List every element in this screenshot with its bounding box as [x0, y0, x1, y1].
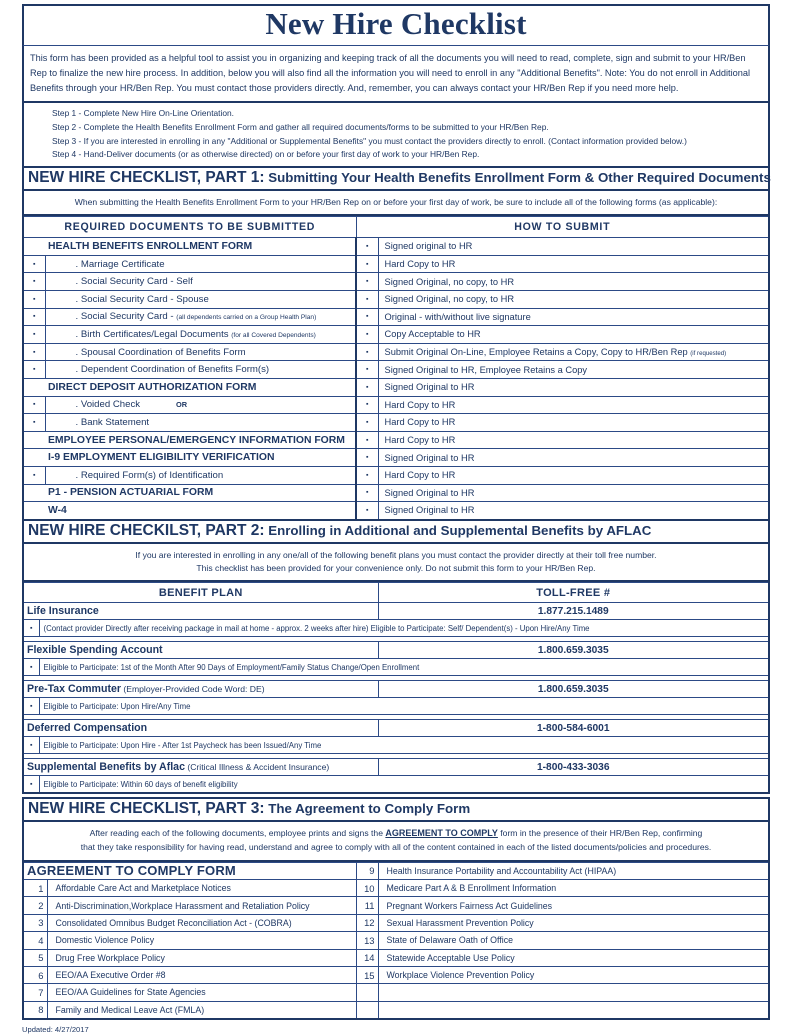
agreement-to-comply-emphasis: AGREEMENT TO COMPLY [385, 828, 498, 839]
row-bullet-icon: ▪ [23, 620, 39, 637]
part3-banner-sub: The Agreement to Comply Form [264, 801, 471, 817]
part2-eligibility-row [23, 776, 769, 794]
part1-how-to-submit: Hard Copy to HR [378, 466, 769, 484]
steps-box [22, 103, 770, 167]
step-line: Step 2 - Complete the Health Benefits Enrollment Form and gather all required documents/forms to be submitted to your HR/Ben Rep. [52, 122, 549, 133]
part2-banner-sub: Enrolling in Additional and Supplemental Benefits by AFLAC [264, 522, 652, 538]
part2-note-line1: If you are interested in enrolling in any one/all of the following benefit plans you must contact the provider directly at their toll free number. [135, 549, 657, 560]
part1-document-label: HEALTH BENEFITS ENROLLMENT FORM [45, 238, 356, 256]
part2-banner-lead: NEW HIRE CHECKILST, PART 2: [28, 521, 265, 539]
part1-how-to-submit: Signed Original to HR [378, 502, 769, 520]
part3-item-number: 14 [356, 949, 378, 966]
row-bullet-icon: ▪ [356, 466, 378, 484]
part2-eligibility-text: Eligible to Participate: 1st of the Month After 90 Days of Employment/Family Status Change/Open Enrollment [39, 659, 769, 676]
part1-how-to-submit: Signed Original to HR [378, 378, 769, 396]
part1-how-to-submit: Signed Original to HR [378, 449, 769, 467]
row-bullet-icon: ▪ [23, 737, 39, 754]
part1-how-to-submit: Submit Original On-Line, Employee Retains a Copy, Copy to HR/Ben Rep (if requested) [378, 343, 769, 361]
row-bullet-empty [23, 431, 45, 449]
part3-item-number: 15 [356, 966, 378, 983]
part1-note-box [22, 191, 770, 216]
part2-eligibility-row [23, 659, 769, 676]
part2-eligibility-row [23, 620, 769, 637]
row-bullet-icon: ▪ [356, 414, 378, 432]
part1-document-label-note: (all dependents carried on a Group Health Plan) [176, 314, 317, 322]
part3-table [22, 862, 770, 1021]
part1-document-label: . Required Form(s) of Identification [45, 466, 356, 484]
row-bullet-icon: ▪ [23, 326, 45, 344]
part3-item-number [356, 1001, 378, 1019]
part2-plan-name: Flexible Spending Account [23, 642, 378, 659]
part1-how-to-submit: Signed Original, no copy, to HR [378, 273, 769, 291]
part1-document-label: . Social Security Card - (all dependents carried on a Group Health Plan) [45, 308, 356, 326]
row-bullet-icon: ▪ [356, 502, 378, 520]
part2-eligibility-row [23, 737, 769, 754]
title-banner [22, 4, 770, 46]
part1-header-row [23, 217, 769, 238]
part3-item-number: 12 [356, 914, 378, 931]
or-separator: OR [176, 400, 188, 410]
part1-how-to-submit: Original - with/without live signature [378, 308, 769, 326]
part3-banner-lead: NEW HIRE CHECKLIST, PART 3: [28, 800, 265, 818]
part2-col-toll-free: TOLL-FREE # [378, 583, 769, 603]
part3-item-number: 2 [23, 897, 47, 914]
part1-document-label-note: (for all Covered Dependents) [231, 331, 316, 339]
part2-plan-row [23, 603, 769, 620]
part1-document-label: . Social Security Card - Spouse [45, 290, 356, 308]
row-bullet-empty [23, 502, 45, 520]
part3-item-label: Statewide Acceptable Use Policy [378, 949, 769, 966]
part3-item-label: Affordable Care Act and Marketplace Notices [47, 879, 356, 896]
row-bullet-icon: ▪ [356, 273, 378, 291]
part1-document-label: . Bank Statement [45, 414, 356, 432]
part1-row [23, 502, 769, 520]
part3-item-number: 7 [23, 984, 47, 1001]
part3-item-label: Family and Medical Leave Act (FMLA) [47, 1001, 356, 1019]
part2-toll-free-number: 1-800-433-3036 [378, 759, 769, 776]
part1-row [23, 343, 769, 361]
part2-eligibility-text: Eligible to Participate: Upon Hire - After 1st Paycheck has been Issued/Any Time [39, 737, 769, 754]
part3-note-box [22, 822, 770, 861]
part1-row [23, 466, 769, 484]
part3-item-label: State of Delaware Oath of Office [378, 932, 769, 949]
part1-banner-lead: NEW HIRE CHECKLIST, PART 1: [28, 168, 265, 186]
row-bullet-icon: ▪ [356, 431, 378, 449]
row-bullet-icon: ▪ [356, 238, 378, 256]
part1-col-how-to-submit: HOW TO SUBMIT [356, 217, 769, 238]
row-bullet-icon: ▪ [23, 273, 45, 291]
part3-item-label [378, 1001, 769, 1019]
row-bullet-icon: ▪ [23, 776, 39, 794]
part3-row [23, 984, 769, 1001]
row-bullet-icon: ▪ [356, 396, 378, 414]
part3-row [23, 932, 769, 949]
row-bullet-icon: ▪ [23, 361, 45, 379]
part3-item-number: 5 [23, 949, 47, 966]
part1-row [23, 273, 769, 291]
part2-plan-row [23, 720, 769, 737]
part2-toll-free-number: 1-800-584-6001 [378, 720, 769, 737]
row-bullet-icon: ▪ [356, 484, 378, 502]
part3-row [23, 949, 769, 966]
part2-plan-row [23, 681, 769, 698]
row-bullet-icon: ▪ [23, 308, 45, 326]
part1-how-to-submit: Hard Copy to HR [378, 255, 769, 273]
part2-plan-name: Supplemental Benefits by Aflac (Critical Illness & Accident Insurance) [23, 759, 378, 776]
part2-plan-name: Pre-Tax Commuter (Employer-Provided Code Word: DE) [23, 681, 378, 698]
part1-row [23, 431, 769, 449]
row-bullet-empty [23, 449, 45, 467]
page-title: New Hire Checklist [265, 6, 527, 41]
part2-eligibility-text: (Contact provider Directly after receiving package in mail at home - approx. 2 weeks after hire) Eligible to Participate: Self/ Dependent(s) - Upon Hire/Any Time [39, 620, 769, 637]
part3-note-line1-post: form in the presence of their HR/Ben Rep, confirming [497, 828, 703, 839]
part3-item-label: Consolidated Omnibus Budget Reconciliation Act - (COBRA) [47, 914, 356, 931]
row-bullet-empty [23, 378, 45, 396]
part3-item-number: 1 [23, 879, 47, 896]
part1-document-label: DIRECT DEPOSIT AUTHORIZATION FORM [45, 378, 356, 396]
part1-document-label: . Marriage Certificate [45, 255, 356, 273]
part2-header-row [23, 583, 769, 603]
part1-banner [22, 168, 770, 191]
part1-table [22, 216, 770, 521]
row-bullet-icon: ▪ [23, 466, 45, 484]
part3-item-label [378, 984, 769, 1001]
part3-section-header: AGREEMENT TO COMPLY FORM [23, 862, 356, 879]
part3-item-number: 11 [356, 897, 378, 914]
part1-document-label: . Dependent Coordination of Benefits Form(s) [45, 361, 356, 379]
part3-item-number: 8 [23, 1001, 47, 1019]
part1-row [23, 238, 769, 256]
part1-row [23, 255, 769, 273]
part2-toll-free-number: 1.877.215.1489 [378, 603, 769, 620]
part1-how-to-submit: Copy Acceptable to HR [378, 326, 769, 344]
part1-row [23, 361, 769, 379]
row-bullet-icon: ▪ [356, 308, 378, 326]
part3-item-label: Domestic Violence Policy [47, 932, 356, 949]
part1-how-to-submit: Signed Original to HR [378, 484, 769, 502]
part1-how-to-submit-note: (if requested) [690, 350, 727, 358]
row-bullet-empty [23, 238, 45, 256]
part3-item-label: Pregnant Workers Fairness Act Guidelines [378, 897, 769, 914]
part3-item-label: Medicare Part A & B Enrollment Information [378, 879, 769, 896]
part3-item-number: 3 [23, 914, 47, 931]
part1-banner-sub: Submitting Your Health Benefits Enrollment Form & Other Required Documents [264, 169, 771, 185]
part1-document-label: . Spousal Coordination of Benefits Form [45, 343, 356, 361]
part2-plan-row [23, 642, 769, 659]
row-bullet-icon: ▪ [356, 361, 378, 379]
part3-item-number: 13 [356, 932, 378, 949]
part1-how-to-submit: Signed Original to HR, Employee Retains a Copy [378, 361, 769, 379]
row-bullet-icon: ▪ [23, 698, 39, 715]
part3-note-line1 [34, 827, 758, 841]
part2-plan-name-note: (Employer-Provided Code Word: DE) [121, 684, 265, 695]
part3-header-row [23, 862, 769, 879]
part2-note-box [22, 544, 770, 583]
part3-item-number: 9 [356, 862, 378, 879]
part1-row [23, 378, 769, 396]
part1-row [23, 326, 769, 344]
part1-document-label: . Birth Certificates/Legal Documents (for all Covered Dependents) [45, 326, 356, 344]
part3-item-label: Sexual Harassment Prevention Policy [378, 914, 769, 931]
part3-item-number: 6 [23, 966, 47, 983]
part3-item-label: EEO/AA Executive Order #8 [47, 966, 356, 983]
intro-paragraph: This form has been provided as a helpful tool to assist you in organizing and keeping track of all the documents you will need to read, complete, sign and submit to your HR/Ben Rep to finalize the new hire process. In addition, below you will also find all the information you will need to enroll in any "Additional Benefits". Note: You do not enroll in Additional Benefits through your HR/Ben Rep. You must contact those providers directly. And, remember, you can always contact your HR/Ben Rep if you need more help. [30, 52, 751, 93]
part1-document-label: . Voided Check OR [45, 396, 356, 414]
part2-plan-name: Life Insurance [23, 603, 378, 620]
part3-item-label: Anti-Discrimination,Workplace Harassment and Retaliation Policy [47, 897, 356, 914]
part1-document-label: . Social Security Card - Self [45, 273, 356, 291]
part3-item-label: Health Insurance Portability and Accountability Act (HIPAA) [378, 862, 769, 879]
row-bullet-icon: ▪ [356, 378, 378, 396]
part1-row [23, 414, 769, 432]
part1-how-to-submit: Signed Original, no copy, to HR [378, 290, 769, 308]
part3-item-number: 4 [23, 932, 47, 949]
part1-row [23, 290, 769, 308]
part2-table [22, 582, 770, 794]
part1-note: When submitting the Health Benefits Enrollment Form to your HR/Ben Rep on or before your first day of work, be sure to include all of the following forms (as applicable): [74, 196, 718, 207]
step-line: Step 1 - Complete New Hire On-Line Orientation. [52, 108, 235, 119]
row-bullet-empty [23, 484, 45, 502]
row-bullet-icon: ▪ [23, 290, 45, 308]
part3-row [23, 966, 769, 983]
part1-row [23, 484, 769, 502]
step-line: Step 3 - If you are interested in enrolling in any "Additional or Supplemental Benefits" you must contact the providers directly to enroll. (Contact information provided below.) [52, 135, 687, 146]
row-bullet-icon: ▪ [23, 255, 45, 273]
document-footer: Updated: 4/27/2017 [22, 1025, 89, 1034]
row-bullet-icon: ▪ [23, 659, 39, 676]
part1-how-to-submit: Signed original to HR [378, 238, 769, 256]
intro-paragraph-box [22, 46, 770, 104]
part2-eligibility-row [23, 698, 769, 715]
row-bullet-icon: ▪ [356, 326, 378, 344]
part1-document-label: P1 - PENSION ACTUARIAL FORM [45, 484, 356, 502]
part3-note-line1-pre: After reading each of the following documents, employee prints and signs the [89, 828, 386, 839]
row-bullet-icon: ▪ [23, 343, 45, 361]
part2-banner [22, 521, 770, 544]
part3-item-label: EEO/AA Guidelines for State Agencies [47, 984, 356, 1001]
part3-item-number: 10 [356, 879, 378, 896]
part3-note-line2: that they take responsibility for having read, understand and agree to comply with all of the content contained in each of the listed documents/policies and procedures. [80, 842, 712, 853]
part2-note-line2: This checklist has been provided for your convenience only. Do not submit this form to your HR/Ben Rep. [196, 563, 596, 573]
part2-col-benefit-plan: BENEFIT PLAN [23, 583, 378, 603]
row-bullet-icon: ▪ [23, 414, 45, 432]
part2-eligibility-text: Eligible to Participate: Upon Hire/Any Time [39, 698, 769, 715]
part2-plan-name: Deferred Compensation [23, 720, 378, 737]
part2-plan-row [23, 759, 769, 776]
row-bullet-icon: ▪ [356, 290, 378, 308]
part1-document-label: I-9 EMPLOYMENT ELIGIBILITY VERIFICATION [45, 449, 356, 467]
step-line: Step 4 - Hand-Deliver documents (or as otherwise directed) on or before your first day of work to your HR/Ben Rep. [52, 149, 480, 160]
part2-eligibility-text: Eligible to Participate: Within 60 days of benefit eligibility [39, 776, 769, 794]
part2-toll-free-number: 1.800.659.3035 [378, 642, 769, 659]
row-bullet-icon: ▪ [23, 396, 45, 414]
part1-document-label: W-4 [45, 502, 356, 520]
row-bullet-icon: ▪ [356, 343, 378, 361]
part3-row [23, 1001, 769, 1019]
part1-how-to-submit: Hard Copy to HR [378, 414, 769, 432]
part1-row [23, 308, 769, 326]
row-bullet-icon: ▪ [356, 255, 378, 273]
row-bullet-icon: ▪ [356, 449, 378, 467]
part3-item-number [356, 984, 378, 1001]
part3-banner [22, 797, 770, 822]
part1-col-required-docs: REQUIRED DOCUMENTS TO BE SUBMITTED [23, 217, 356, 238]
part2-plan-name-note: (Critical Illness & Accident Insurance) [184, 762, 330, 773]
part1-row [23, 449, 769, 467]
part1-how-to-submit: Hard Copy to HR [378, 396, 769, 414]
part3-row [23, 897, 769, 914]
part1-document-label: EMPLOYEE PERSONAL/EMERGENCY INFORMATION FORM [45, 431, 356, 449]
part1-row [23, 396, 769, 414]
part3-item-label: Drug Free Workplace Policy [47, 949, 356, 966]
part1-how-to-submit: Hard Copy to HR [378, 431, 769, 449]
part3-item-label: Workplace Violence Prevention Policy [378, 966, 769, 983]
part3-row [23, 879, 769, 896]
part2-toll-free-number: 1.800.659.3035 [378, 681, 769, 698]
part3-row [23, 914, 769, 931]
